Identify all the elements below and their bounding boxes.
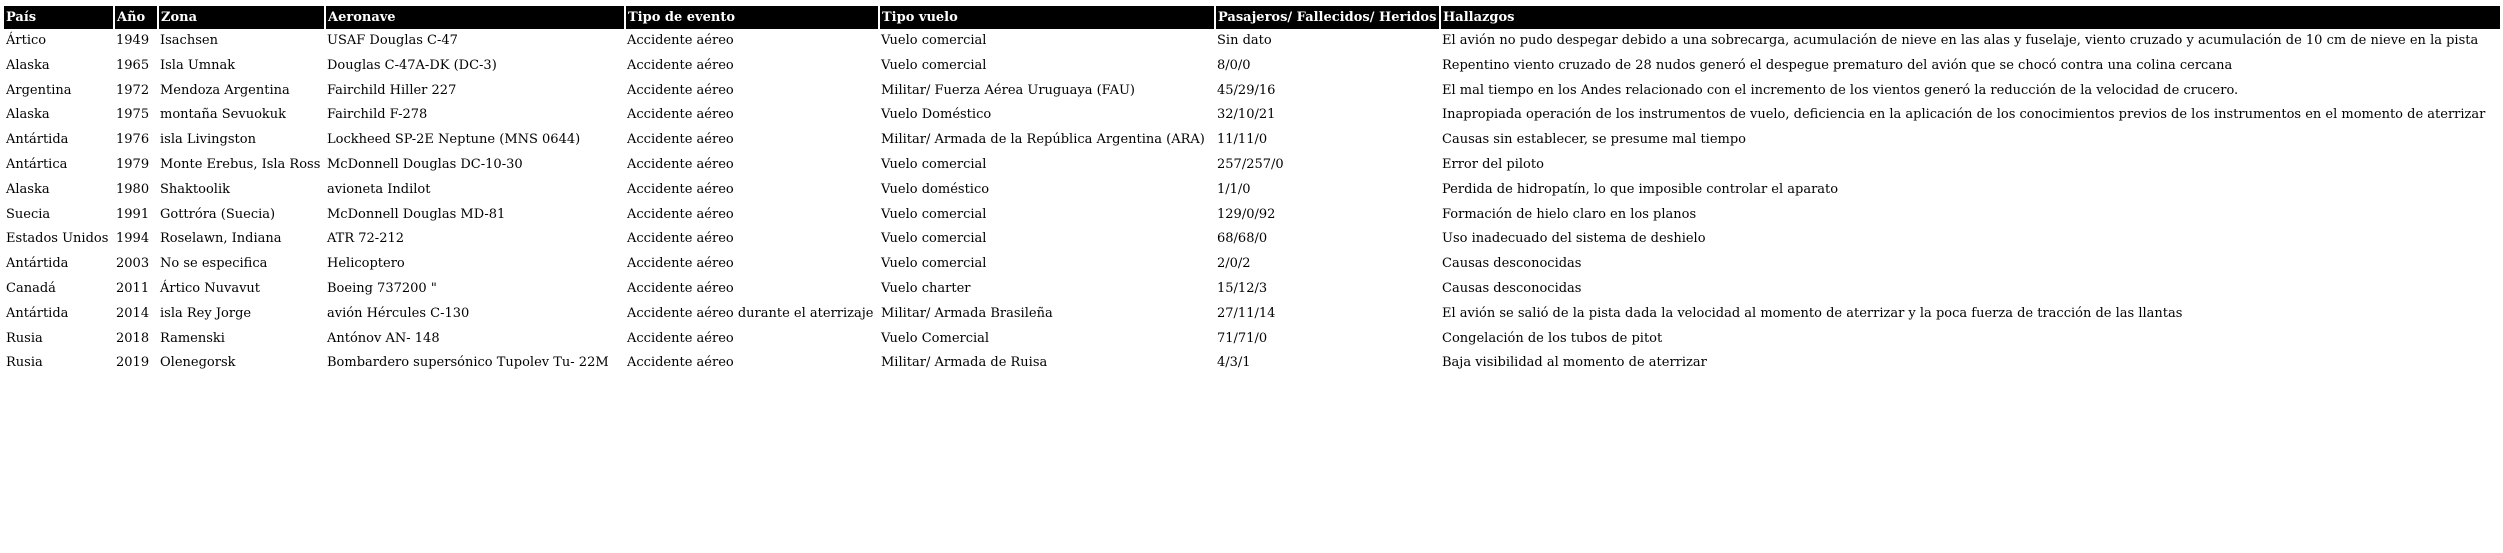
cell-findings: Formación de hielo claro en los planos bbox=[1442, 206, 1697, 222]
cell-zone: isla Livingston bbox=[160, 132, 256, 148]
cell-flight-type: Vuelo Doméstico bbox=[881, 107, 992, 123]
cell-country: Suecia bbox=[6, 206, 51, 222]
cell-event-type: Accidente aéreo bbox=[627, 33, 734, 48]
table-row bbox=[4, 252, 2500, 277]
table-row bbox=[4, 29, 2500, 54]
cell-casualties: 129/0/92 bbox=[1217, 206, 1276, 222]
header-casualties: Pasajeros/ Fallecidos/ Heridos bbox=[1215, 6, 1440, 29]
cell-findings: Error del piloto bbox=[1442, 156, 1544, 172]
cell-flight-type: Vuelo doméstico bbox=[881, 181, 990, 197]
cell-findings: Repentino viento cruzado de 28 nudos generó el despegue prematuro del avión que se chocó contra una colina cercana bbox=[1442, 57, 2233, 73]
cell-aircraft: McDonnell Douglas DC-10-30 bbox=[327, 156, 523, 172]
cell-event-type: Accidente aéreo bbox=[627, 280, 734, 296]
cell-flight-type: Vuelo comercial bbox=[881, 156, 987, 172]
cell-zone: Mendoza Argentina bbox=[160, 82, 290, 98]
cell-country: Rusia bbox=[6, 330, 43, 346]
cell-year: 1979 bbox=[116, 156, 150, 172]
table-row bbox=[4, 351, 2500, 376]
cell-findings: Baja visibilidad al momento de aterrizar bbox=[1442, 355, 1707, 371]
cell-casualties: 1/1/0 bbox=[1217, 181, 1251, 197]
table-row bbox=[4, 178, 2500, 203]
cell-flight-type: Vuelo comercial bbox=[881, 57, 987, 73]
cell-event-type: Accidente aéreo durante el aterrizaje bbox=[627, 305, 874, 321]
cell-country: Estados Unidos bbox=[6, 231, 109, 247]
cell-casualties: 68/68/0 bbox=[1217, 231, 1268, 247]
cell-event-type: Accidente aéreo bbox=[627, 231, 734, 247]
header-zone: Zona bbox=[158, 6, 325, 29]
cell-year: 2018 bbox=[116, 330, 150, 346]
cell-aircraft: Boeing 737200 " bbox=[327, 280, 437, 296]
cell-casualties: 15/12/3 bbox=[1217, 280, 1268, 296]
cell-aircraft: USAF Douglas C-47 bbox=[327, 33, 458, 48]
table-header bbox=[4, 6, 2500, 29]
cell-flight-type: Vuelo Comercial bbox=[881, 330, 990, 346]
cell-year: 2014 bbox=[116, 305, 150, 321]
table-row bbox=[4, 227, 2500, 252]
header-aircraft: Aeronave bbox=[325, 6, 625, 29]
cell-casualties: 45/29/16 bbox=[1217, 82, 1276, 98]
cell-aircraft: McDonnell Douglas MD-81 bbox=[327, 206, 506, 222]
cell-flight-type: Vuelo charter bbox=[881, 280, 971, 296]
cell-zone: Shaktoolik bbox=[160, 181, 230, 197]
cell-aircraft: Helicoptero bbox=[327, 256, 405, 272]
cell-year: 1994 bbox=[116, 231, 150, 247]
cell-event-type: Accidente aéreo bbox=[627, 256, 734, 272]
cell-findings: Uso inadecuado del sistema de deshielo bbox=[1442, 231, 1706, 247]
cell-country: Canadá bbox=[6, 280, 56, 296]
header-row bbox=[4, 6, 2500, 29]
cell-flight-type: Vuelo comercial bbox=[881, 231, 987, 247]
cell-event-type: Accidente aéreo bbox=[627, 57, 734, 73]
cell-country: Alaska bbox=[6, 57, 50, 73]
cell-flight-type: Vuelo comercial bbox=[881, 206, 987, 222]
cell-year: 1980 bbox=[116, 181, 150, 197]
table-row bbox=[4, 327, 2500, 352]
cell-year: 1949 bbox=[116, 33, 150, 48]
cell-country: Argentina bbox=[6, 82, 72, 98]
cell-aircraft: avión Hércules C-130 bbox=[327, 305, 470, 321]
cell-event-type: Accidente aéreo bbox=[627, 206, 734, 222]
table-body bbox=[4, 29, 2500, 376]
cell-casualties: 4/3/1 bbox=[1217, 355, 1251, 371]
cell-flight-type: Militar/ Armada de Ruisa bbox=[881, 355, 1048, 371]
cell-country: Alaska bbox=[6, 181, 50, 197]
cell-aircraft: Bombardero supersónico Tupolev Tu- 22M bbox=[327, 355, 609, 371]
cell-aircraft: Fairchild Hiller 227 bbox=[327, 82, 457, 98]
table-row bbox=[4, 79, 2500, 104]
cell-zone: Gottróra (Suecia) bbox=[160, 206, 276, 222]
cell-zone: Isachsen bbox=[160, 33, 218, 48]
table-row bbox=[4, 277, 2500, 302]
cell-flight-type: Militar/ Armada Brasileña bbox=[881, 305, 1053, 321]
cell-event-type: Accidente aéreo bbox=[627, 181, 734, 197]
cell-casualties: 11/11/0 bbox=[1217, 132, 1268, 148]
cell-event-type: Accidente aéreo bbox=[627, 355, 734, 371]
cell-year: 1972 bbox=[116, 82, 150, 98]
table-row bbox=[4, 203, 2500, 228]
cell-findings: Causas desconocidas bbox=[1442, 280, 1582, 296]
cell-aircraft: Antónov AN- 148 bbox=[327, 330, 440, 346]
cell-event-type: Accidente aéreo bbox=[627, 107, 734, 123]
cell-zone: Roselawn, Indiana bbox=[160, 231, 282, 247]
header-event-type: Tipo de evento bbox=[625, 6, 879, 29]
table-row bbox=[4, 153, 2500, 178]
aviation-accidents-table bbox=[4, 6, 2500, 376]
cell-country: Antártida bbox=[6, 305, 69, 321]
cell-findings: Congelación de los tubos de pitot bbox=[1442, 330, 1663, 346]
header-flight-type: Tipo vuelo bbox=[879, 6, 1215, 29]
cell-country: Antártica bbox=[6, 156, 68, 172]
cell-aircraft: ATR 72-212 bbox=[327, 231, 405, 247]
cell-zone: Ramenski bbox=[160, 330, 225, 346]
cell-country: Antártida bbox=[6, 256, 69, 272]
cell-findings: El mal tiempo en los Andes relacionado con el incremento de los vientos generó la reducción de la velocidad de crucero. bbox=[1442, 82, 2239, 98]
cell-findings: Causas sin establecer, se presume mal tiempo bbox=[1442, 132, 1747, 148]
table-row bbox=[4, 128, 2500, 153]
cell-aircraft: Lockheed SP-2E Neptune (MNS 0644) bbox=[327, 132, 581, 148]
cell-year: 1991 bbox=[116, 206, 150, 222]
cell-country: Rusia bbox=[6, 355, 43, 371]
cell-event-type: Accidente aéreo bbox=[627, 156, 734, 172]
cell-casualties: Sin dato bbox=[1217, 33, 1272, 48]
cell-zone: Olenegorsk bbox=[160, 355, 236, 371]
cell-zone: Monte Erebus, Isla Ross bbox=[160, 156, 321, 172]
cell-findings: El avión se salió de la pista dada la velocidad al momento de aterrizar y la poca fuerza de tracción de las llantas bbox=[1442, 305, 2183, 321]
cell-year: 1975 bbox=[116, 107, 150, 123]
cell-flight-type: Vuelo comercial bbox=[881, 33, 987, 48]
cell-aircraft: Douglas C-47A-DK (DC-3) bbox=[327, 57, 497, 73]
cell-event-type: Accidente aéreo bbox=[627, 330, 734, 346]
cell-flight-type: Militar/ Fuerza Aérea Uruguaya (FAU) bbox=[881, 82, 1135, 98]
table-row bbox=[4, 103, 2500, 128]
header-year: Año bbox=[114, 6, 158, 29]
header-country: País bbox=[4, 6, 114, 29]
table-row bbox=[4, 54, 2500, 79]
cell-findings: Causas desconocidas bbox=[1442, 256, 1582, 272]
cell-zone: Ártico Nuvavut bbox=[160, 280, 261, 296]
cell-casualties: 71/71/0 bbox=[1217, 330, 1268, 346]
cell-country: Antártida bbox=[6, 132, 69, 148]
cell-findings: Perdida de hidropatín, lo que imposible controlar el aparato bbox=[1442, 181, 1839, 197]
cell-casualties: 8/0/0 bbox=[1217, 57, 1251, 73]
cell-casualties: 2/0/2 bbox=[1217, 256, 1251, 272]
cell-zone: Isla Umnak bbox=[160, 57, 236, 73]
cell-aircraft: avioneta Indilot bbox=[327, 181, 431, 197]
cell-year: 2011 bbox=[116, 280, 150, 296]
cell-country: Alaska bbox=[6, 107, 50, 123]
cell-year: 1976 bbox=[116, 132, 150, 148]
cell-country: Ártico bbox=[6, 33, 47, 48]
cell-event-type: Accidente aéreo bbox=[627, 82, 734, 98]
cell-findings: Inapropiada operación de los instrumentos de vuelo, deficiencia en la aplicación de los conocimientos previos de los instrumentos en el momento de aterrizar bbox=[1442, 107, 2486, 123]
cell-casualties: 32/10/21 bbox=[1217, 107, 1276, 123]
cell-year: 2003 bbox=[116, 256, 150, 272]
cell-zone: montaña Sevuokuk bbox=[160, 107, 287, 123]
cell-casualties: 257/257/0 bbox=[1217, 156, 1284, 172]
cell-aircraft: Fairchild F-278 bbox=[327, 107, 428, 123]
cell-findings: El avión no pudo despegar debido a una sobrecarga, acumulación de nieve en las alas y fuselaje, viento cruzado y acumulación de 10 cm de nieve en la pista bbox=[1442, 33, 2479, 48]
cell-casualties: 27/11/14 bbox=[1217, 305, 1276, 321]
cell-flight-type: Militar/ Armada de la República Argentina (ARA) bbox=[881, 132, 1205, 148]
cell-year: 1965 bbox=[116, 57, 150, 73]
header-findings: Hallazgos bbox=[1440, 6, 2500, 29]
cell-zone: isla Rey Jorge bbox=[160, 305, 252, 321]
accidents-table-container bbox=[4, 6, 2500, 376]
cell-flight-type: Vuelo comercial bbox=[881, 256, 987, 272]
cell-zone: No se especifica bbox=[160, 256, 268, 272]
cell-event-type: Accidente aéreo bbox=[627, 132, 734, 148]
cell-year: 2019 bbox=[116, 355, 150, 371]
table-row bbox=[4, 302, 2500, 327]
